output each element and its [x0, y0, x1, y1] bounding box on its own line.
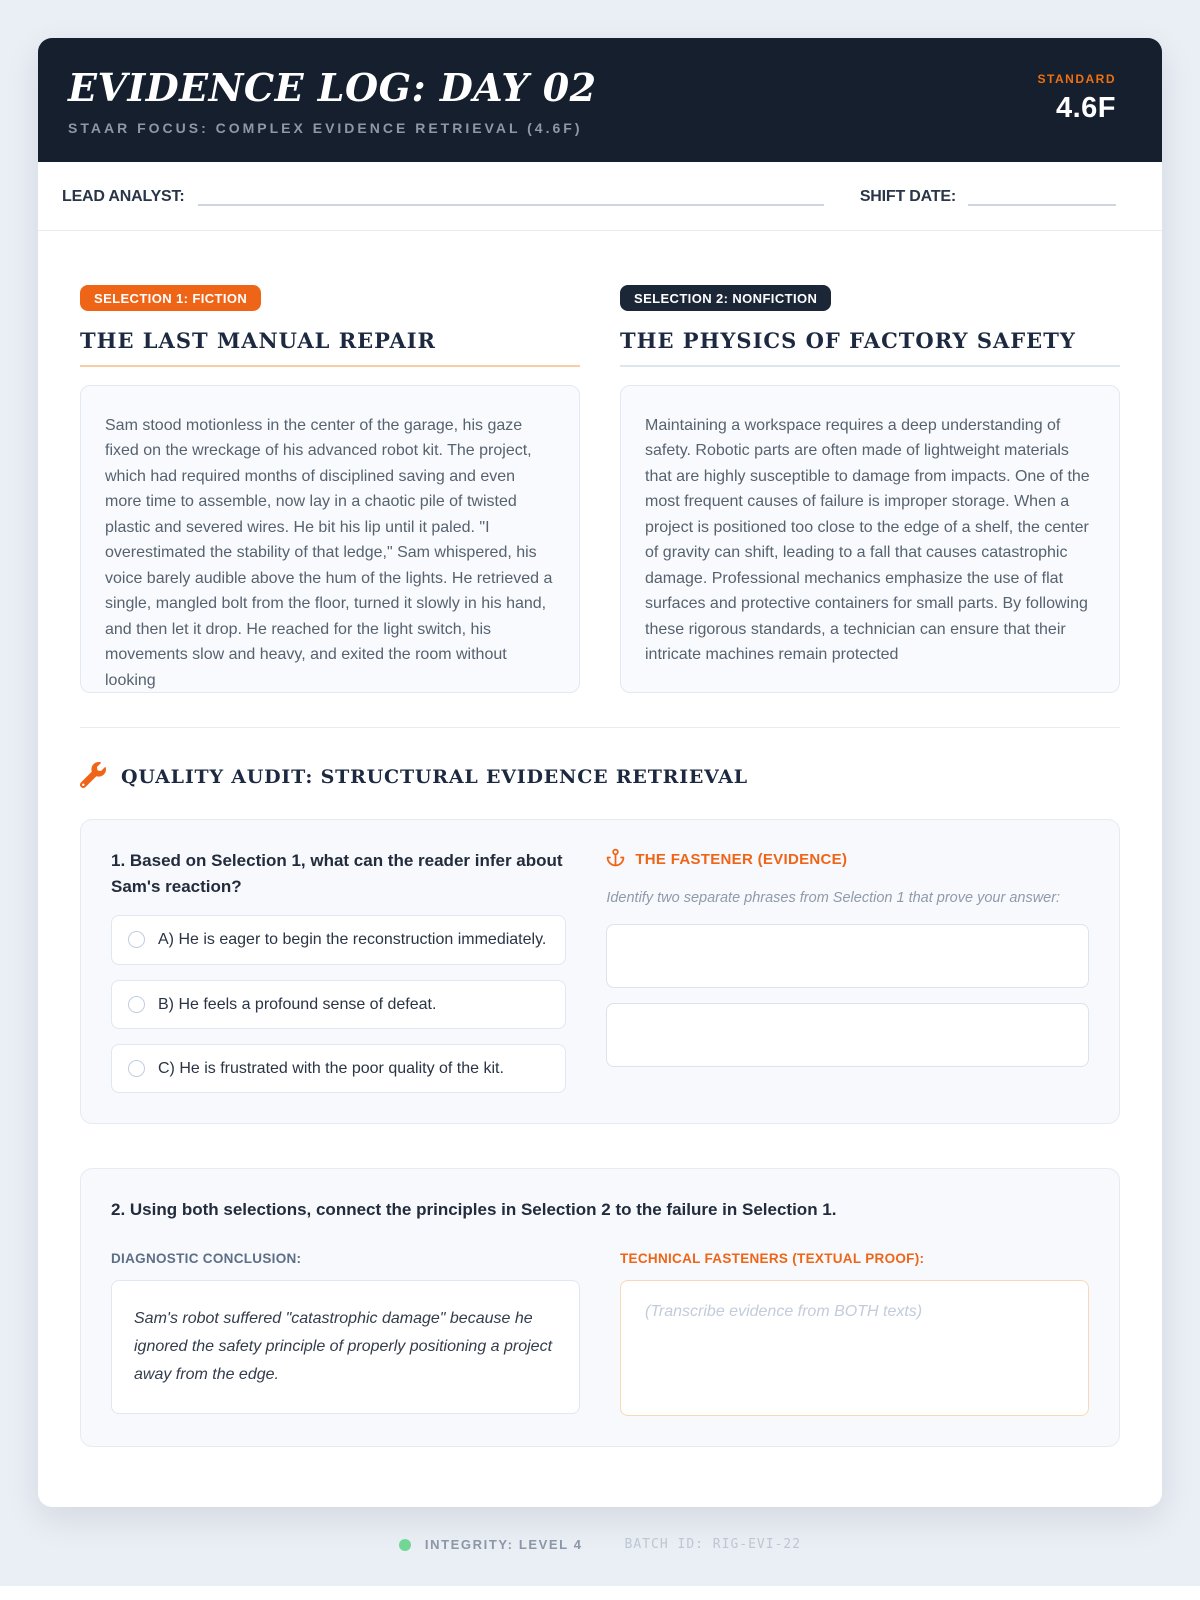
- evidence-input-1[interactable]: [606, 924, 1089, 988]
- question-2-text: 2. Using both selections, connect the principles in Selection 2 to the failure in Selection 1.: [111, 1199, 837, 1219]
- selection-2-title: THE PHYSICS OF FACTORY SAFETY: [620, 328, 1120, 367]
- option-a[interactable]: [111, 915, 566, 964]
- audit-section-header: [80, 762, 1120, 793]
- page-title: EVIDENCE LOG: DAY 02: [68, 65, 597, 110]
- diagnostic-conclusion-label: DIAGNOSTIC CONCLUSION:: [111, 1251, 302, 1267]
- question-2-left: [111, 1251, 580, 1416]
- diagnostic-conclusion-text: Sam's robot suffered "catastrophic damage" because he ignored the safety principle of properly positioning a project away from the edge.: [111, 1280, 580, 1414]
- lead-analyst-label: LEAD ANALYST:: [62, 187, 185, 205]
- option-c[interactable]: [111, 1044, 566, 1093]
- header: [38, 38, 1162, 162]
- lead-analyst-input[interactable]: [198, 182, 823, 206]
- selection-2-passage: Maintaining a workspace requires a deep understanding of safety. Robotic parts are often made of lightweight materials that are highly susceptible to damage from impacts. One of the most frequent causes of failure is improper storage. When a project is positioned too close to the edge of a shelf, the center of gravity can shift, leading to a fall that causes catastrophic damage. Professional mechanics emphasize the use of flat surfaces and protective containers for small parts. By following these rigorous standards, a technician can ensure that their intricate machines remain protected: [620, 385, 1120, 693]
- option-b-radio[interactable]: [128, 996, 145, 1013]
- worksheet-card: [38, 38, 1162, 1507]
- selection-1-column: [80, 285, 580, 693]
- meta-row: [38, 162, 1162, 231]
- question-1-left: [111, 848, 566, 1093]
- textual-proof-input[interactable]: [620, 1280, 1089, 1416]
- standard-block: [1038, 66, 1116, 125]
- option-b-label: B) He feels a profound sense of defeat.: [158, 995, 437, 1013]
- question-1-grid: [111, 848, 1089, 1093]
- shift-date-input[interactable]: [968, 182, 1116, 206]
- option-a-label: A) He is eager to begin the reconstruction immediately.: [158, 931, 547, 949]
- audit-section-title: QUALITY AUDIT: STRUCTURAL EVIDENCE RETRIEVAL: [121, 766, 748, 789]
- shift-date-group: [860, 182, 1116, 206]
- question-2-grid: [111, 1251, 1089, 1416]
- page-subtitle: STAAR FOCUS: COMPLEX EVIDENCE RETRIEVAL (4.6F): [68, 119, 583, 136]
- footer: [0, 1537, 1200, 1552]
- header-left: [68, 66, 597, 136]
- green-status-dot-icon: [399, 1539, 411, 1551]
- question-2-right: [620, 1251, 1089, 1416]
- selection-1-title: THE LAST MANUAL REPAIR: [80, 328, 580, 367]
- selections-grid: [80, 285, 1120, 693]
- question-2-panel: [80, 1168, 1120, 1447]
- standard-label: STANDARD: [1037, 72, 1116, 86]
- anchor-icon: [606, 848, 625, 872]
- technical-fasteners-label: TECHNICAL FASTENERS (TEXTUAL PROOF):: [620, 1251, 925, 1267]
- selection-1-badge: SELECTION 1: FICTION: [80, 285, 261, 311]
- option-c-radio[interactable]: [128, 1060, 145, 1077]
- question-1-panel: [80, 819, 1120, 1124]
- selection-1-passage: Sam stood motionless in the center of the garage, his gaze fixed on the wreckage of his advanced robot kit. The project, which had required months of disciplined saving and even more time to assemble, now lay in a chaotic pile of twisted plastic and severed wires. He bit his lip until it paled. "I overestimated the stability of that ledge," Sam whispered, his voice barely audible above the hum of the lights. He retrieved a single, mangled bolt from the floor, turned it slowly in his hand, and then let it drop. He reached for the light switch, his movements slow and heavy, and exited the room without looking: [80, 385, 580, 693]
- option-a-radio[interactable]: [128, 931, 145, 948]
- integrity-level: INTEGRITY: LEVEL 4: [424, 1537, 583, 1553]
- option-b[interactable]: [111, 980, 566, 1029]
- content-area: [38, 231, 1162, 1508]
- lead-analyst-group: [62, 182, 824, 206]
- selection-2-badge: SELECTION 2: NONFICTION: [620, 285, 831, 311]
- evidence-instructions: Identify two separate phrases from Selection 1 that prove your answer:: [606, 889, 1061, 906]
- question-1-right: [606, 848, 1089, 1093]
- standard-code: 4.6F: [1055, 92, 1116, 124]
- fastener-header: [606, 848, 1089, 872]
- fastener-title: THE FASTENER (EVIDENCE): [635, 851, 848, 869]
- selection-2-column: [620, 285, 1120, 693]
- section-divider: [80, 727, 1120, 728]
- shift-date-label: SHIFT DATE:: [859, 187, 956, 205]
- batch-id: BATCH ID: RIG-EVI-22: [624, 1537, 802, 1553]
- wrench-icon: [80, 762, 106, 793]
- option-c-label: C) He is frustrated with the poor quality of the kit.: [158, 1059, 504, 1077]
- question-1-text: 1. Based on Selection 1, what can the reader infer about Sam's reaction?: [111, 850, 563, 897]
- evidence-input-2[interactable]: [606, 1003, 1089, 1067]
